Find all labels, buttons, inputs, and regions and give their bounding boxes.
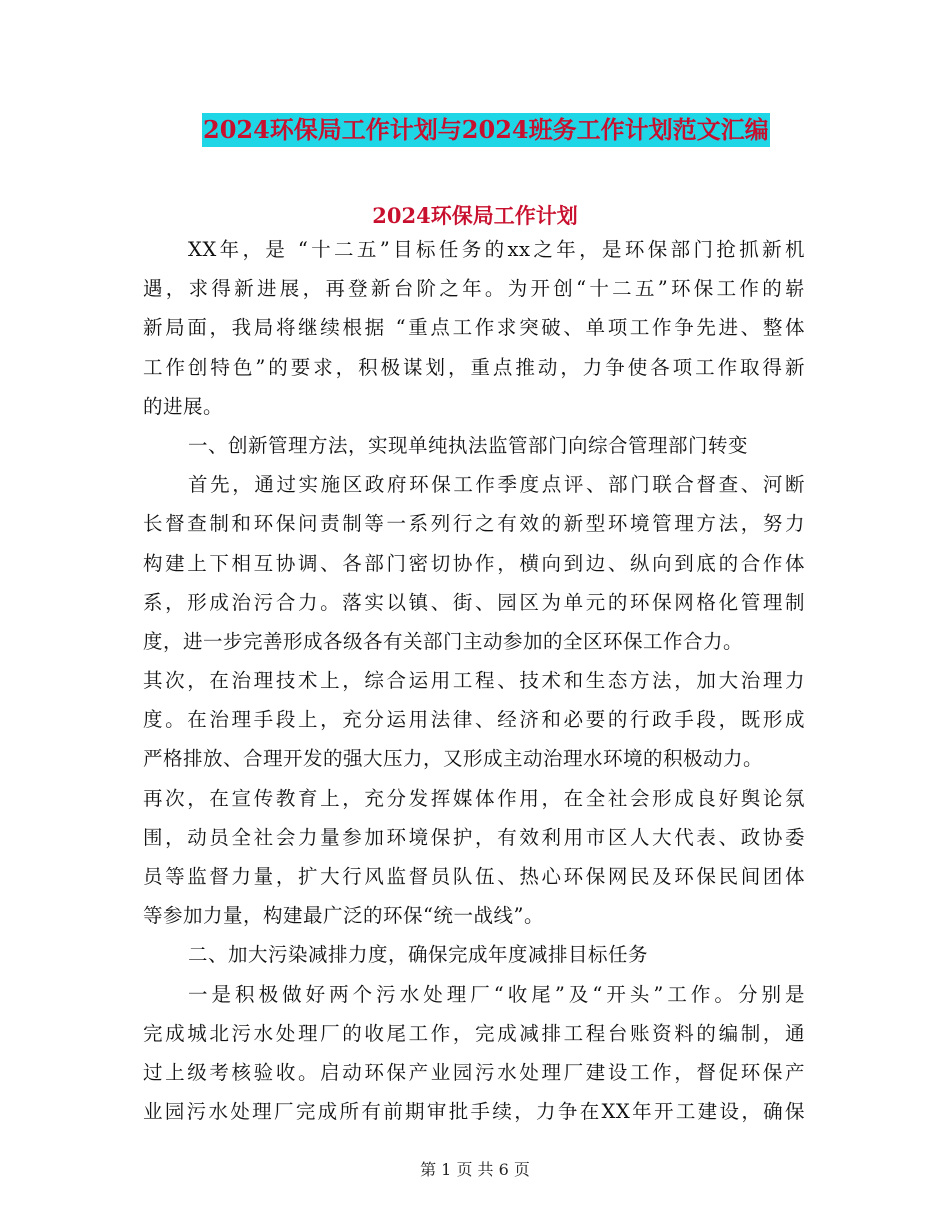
body-line: 系，形成治污合力。落实以镇、街、园区为单元的环保网格化管理制 — [143, 590, 805, 614]
body-line: 首先，通过实施区政府环保工作季度点评、部门联合督查、河断 — [188, 473, 805, 497]
body-line: 的进展。 — [143, 394, 224, 418]
body-line: 度。在治理手段上，充分运用法律、经济和必要的行政手段，既形成 — [143, 708, 805, 732]
body-line: 遇，求得新进展，再登新台阶之年。为开创“十二五”环保工作的崭 — [143, 277, 805, 301]
body-line: 等参加力量，构建最广泛的环保“统一战线”。 — [143, 904, 544, 928]
body-line: 长督查制和环保问责制等一系列行之有效的新型环境管理方法，努力 — [143, 512, 805, 536]
body-line: 严格排放、合理开发的强大压力，又形成主动治理水环境的积极动力。 — [143, 747, 764, 771]
body-line: XX年，是 “十二五”目标任务的xx之年，是环保部门抢抓新机 — [188, 238, 805, 261]
section-title: 2024环保局工作计划 — [372, 203, 578, 228]
body-line: 员等监督力量，扩大行风监督员队伍、热心环保网民及环保民间团体 — [143, 865, 805, 888]
document-title: 2024环保局工作计划与2024班务工作计划范文汇编 — [202, 113, 770, 147]
body-line: 业园污水处理厂完成所有前期审批手续，力争在XX年开工建设，确保 — [143, 1100, 805, 1124]
body-line: 其次，在治理技术上，综合运用工程、技术和生态方法，加大治理力 — [143, 669, 805, 693]
body-line: 围，动员全社会力量参加环境保护，有效利用市区人大代表、政协委 — [143, 825, 805, 849]
body-text — [143, 230, 805, 1131]
body-line: 一是积极做好两个污水处理厂“收尾”及“开头”工作。分别是 — [188, 982, 805, 1006]
body-line: 一、创新管理方法，实现单纯执法监管部门向综合管理部门转变 — [188, 433, 749, 457]
body-line: 再次，在宣传教育上，充分发挥媒体作用，在全社会形成良好舆论氛 — [143, 786, 805, 810]
body-line: 完成城北污水处理厂的收尾工作，完成减排工程台账资料的编制，通 — [143, 1021, 805, 1045]
body-line: 新局面，我局将继续根据 “重点工作求突破、单项工作争先进、整体 — [143, 316, 805, 340]
body-line: 构建上下相互协调、各部门密切协作，横向到边、纵向到底的合作体 — [143, 551, 805, 575]
body-line: 二、加大污染减排力度，确保完成年度减排目标任务 — [188, 943, 649, 967]
body-line: 过上级考核验收。启动环保产业园污水处理厂建设工作，督促环保产 — [143, 1060, 805, 1084]
page-footer: 第 1 页 共 6 页 — [420, 1160, 530, 1179]
body-line: 工作创特色”的要求，积极谋划，重点推动，力争使各项工作取得新 — [143, 355, 805, 379]
body-line: 度，进一步完善形成各级各有关部门主动参加的全区环保工作合力。 — [143, 629, 744, 653]
